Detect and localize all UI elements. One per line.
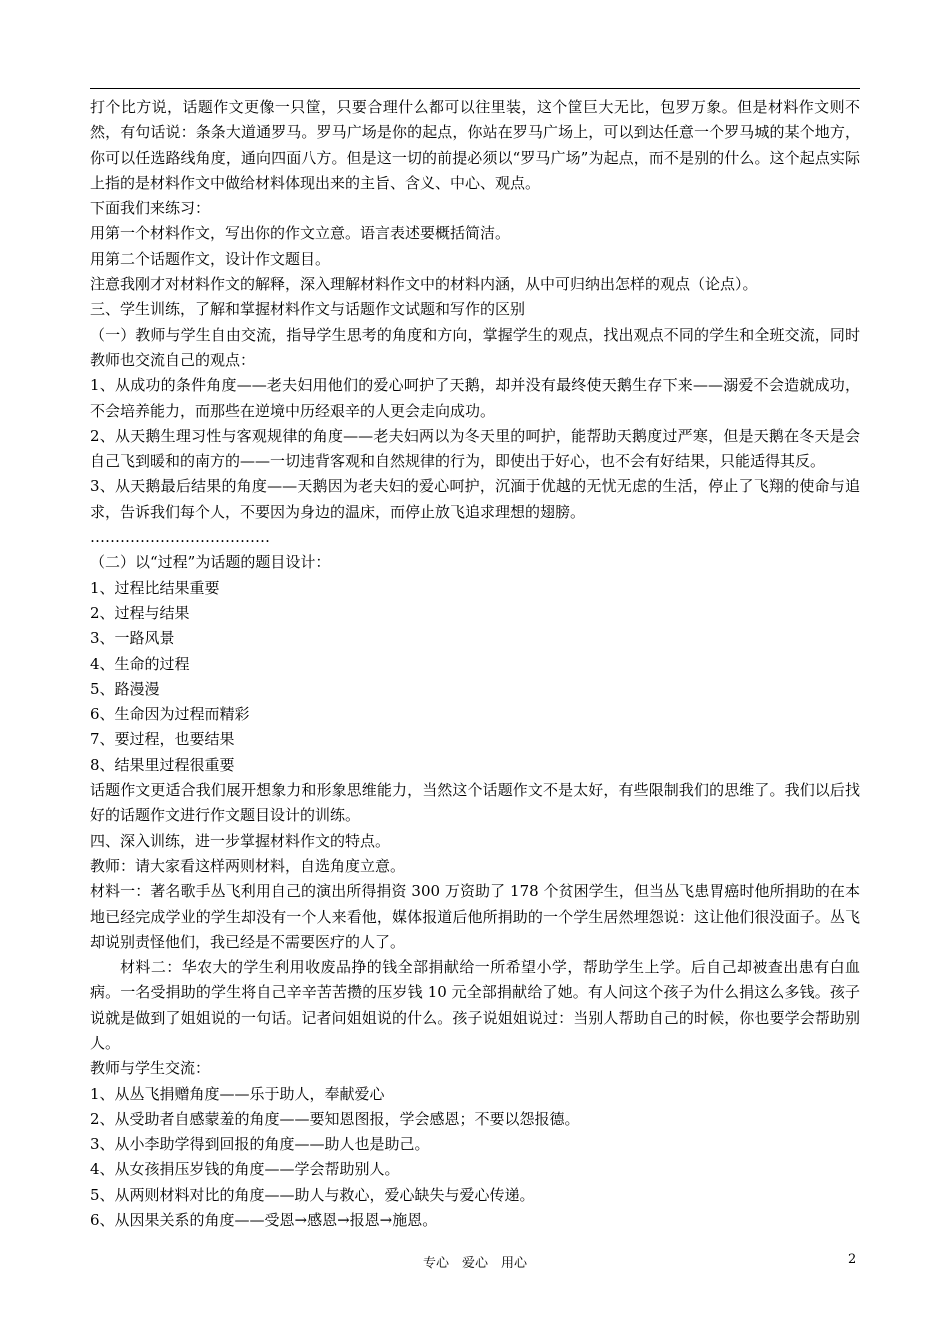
paragraph-task-1: 用第一个材料作文，写出你的作文立意。语言表述要概括简洁。 [90, 224, 511, 243]
list-item: 3、一路风景 [90, 629, 175, 648]
paragraph-note: 注意我刚才对材料作文的解释，深入理解材料作文中的材料内涵，从中可归纳出怎样的观点（论点）。 [90, 275, 758, 294]
page-number: 2 [848, 1252, 857, 1267]
list-item: 3、从小李助学得到回报的角度——助人也是助己。 [90, 1135, 430, 1154]
list-item: 5、路漫漫 [90, 679, 160, 698]
header-rule [90, 88, 860, 89]
subsection-heading-1: （一）教师与学生自由交流，指导学生思考的角度和方向，掌握学生的观点，找出观点不同的学生和全班交流，同时教师也交流自己的观点： [90, 325, 860, 369]
paragraph-analogy: 打个比方说，话题作文更像一只筐，只要合理什么都可以往里装，这个筐巨大无比，包罗万象。但是材料作文则不然，有句话说：条条大道通罗马。罗马广场是你的起点，你站在罗马广场上，可以到达任意一个罗马城的某个地方，你可以任选路线角度，通向四面八方。但是这一切的前提必须以“罗马广场”为起点，而不是别的什么。这个起点实际上指的是材料作文中做给材料体现出来的主旨、含义、中心、观点。 [90, 98, 860, 192]
paragraph-teacher-prompt: 教师：请大家看这样两则材料，自选角度立意。 [90, 856, 406, 875]
list-item: 2、从受助者自感蒙羞的角度——要知恩图报，学会感恩；不要以怨报德。 [90, 1109, 580, 1128]
paragraph-exchange-heading: 教师与学生交流： [90, 1059, 211, 1078]
list-item: 2、过程与结果 [90, 603, 190, 622]
subsection-heading-2: （二）以“过程”为话题的题目设计： [90, 553, 331, 572]
list-item: 6、生命因为过程而精彩 [90, 705, 250, 724]
list-item: 1、从丛飞捐赠角度——乐于助人，奉献爱心 [90, 1084, 385, 1103]
paragraph-material-2: 材料二：华农大的学生利用收废品挣的钱全部捐献给一所希望小学，帮助学生上学。后自己却被查出患有白血病。一名受捐助的学生将自己辛辛苦苦攒的压岁钱 10 元全部捐献给了她。有人问这个孩子为什么捐这么多钱。孩子说就是做到了姐姐说的一句话。记者问姐姐说的什么。孩子说姐姐说过：当别人帮助自己的时候，你也要学会帮助别人。 [90, 958, 860, 1052]
list-item: 3、从天鹅最后结果的角度——天鹅因为老夫妇的爱心呵护，沉湎于优越的无忧无虑的生活，停止了飞翔的使命与追求，告诉我们每个人，不要因为身边的温床，而停止放飞追求理想的翅膀。 [90, 477, 860, 521]
section-heading-4: 四、深入训练，进一步掌握材料作文的特点。 [90, 831, 391, 850]
paragraph-material-1: 材料一：著名歌手丛飞利用自己的演出所得捐资 300 万资助了 178 个贫困学生，但当丛飞患胃癌时他所捐助的在本地已经完成学业的学生却没有一个人来看他，媒体报道后他所捐助的一个学生居然埋怨说：这让他们很没面子。丛飞却说别责怪他们，我已经是不需要医疗的人了。 [90, 882, 860, 951]
section-heading-3: 三、学生训练，了解和掌握材料作文与话题作文试题和写作的区别 [90, 300, 526, 319]
list-item: 4、生命的过程 [90, 654, 190, 673]
footer-motto: 专心 爱心 用心 [422, 1256, 527, 1271]
list-item: 4、从女孩捐压岁钱的角度——学会帮助别人。 [90, 1160, 400, 1179]
list-item: 8、结果里过程很重要 [90, 755, 235, 774]
list-item: 7、要过程，也要结果 [90, 730, 235, 749]
ellipsis-line: ……………………………… [90, 528, 270, 547]
list-item: 2、从天鹅生理习性与客观规律的角度——老夫妇两以为冬天里的呵护，能帮助天鹅度过严寒，但是天鹅在冬天是会自己飞到暖和的南方的——一切违背客观和自然规律的行为，即使出于好心，也不会有好结果，只能适得其反。 [90, 426, 860, 471]
list-item: 1、从成功的条件角度——老夫妇用他们的爱心呵护了天鹅，却并没有最终使天鹅生存下来——溺爱不会造就成功，不会培养能力，而那些在逆境中历经艰辛的人更会走向成功。 [90, 376, 860, 420]
document-body [90, 95, 860, 1233]
list-item: 1、过程比结果重要 [90, 578, 220, 597]
paragraph-topic-comment: 话题作文更适合我们展开想象力和形象思维能力，当然这个话题作文不是太好，有些限制我们的思维了。我们以后找好的话题作文进行作文题目设计的训练。 [90, 781, 860, 825]
paragraph-practice-intro: 下面我们来练习： [90, 199, 211, 218]
list-item: 6、从因果关系的角度——受恩→感恩→报恩→施恩。 [90, 1211, 438, 1230]
paragraph-task-2: 用第二个话题作文，设计作文题目。 [90, 249, 331, 268]
list-item: 5、从两则材料对比的角度——助人与救心，爱心缺失与爱心传递。 [90, 1185, 535, 1204]
